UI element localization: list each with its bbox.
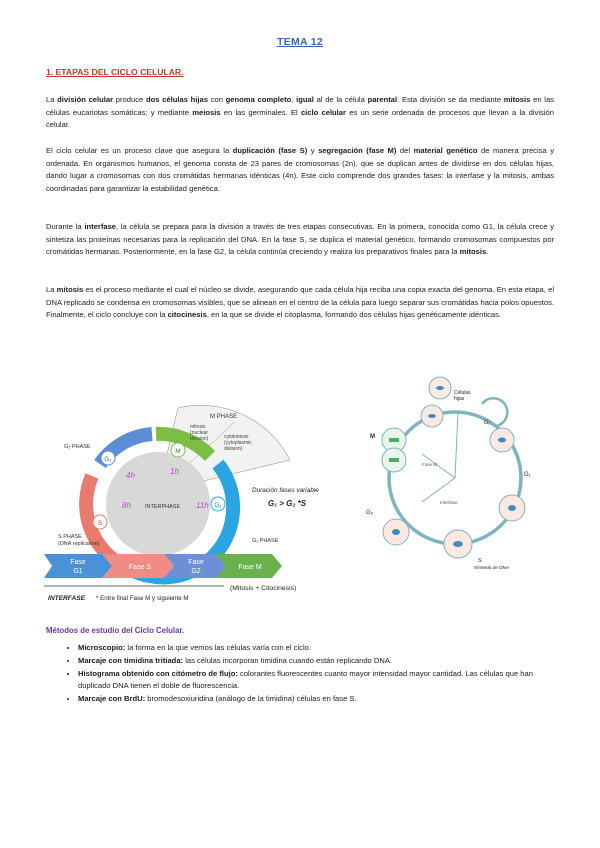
variable-formula: G₁ > G₂ *S: [268, 499, 307, 508]
celulas-hijas-line1: Células: [454, 390, 471, 396]
methods-list: [58, 642, 558, 706]
s-label-right: S: [478, 558, 482, 564]
cell-daughter-top: [429, 377, 451, 399]
s-phase-label-1: S PHASE: [58, 534, 82, 540]
mitosis-label-1: mitosis: [190, 424, 206, 430]
cell-s: [499, 495, 525, 521]
g1-label-right: G₁: [524, 472, 531, 478]
cell-g1: [490, 428, 514, 452]
list-item: • Histograma obtenido con citómetro de flujo: colorantes fluorescentes cuanto mayor intensidad mayor cantidad. Las células que han duplicado DNA tienen el doble de fluorescencia.: [78, 668, 558, 694]
celulas-hijas-line2: hijas: [454, 396, 465, 402]
g2-badge: G₂: [104, 456, 112, 463]
banner-fase-m-label: Fase M: [238, 564, 262, 571]
cell-bottom: [444, 530, 472, 558]
banner-fase-g1-line1: Fase: [70, 559, 86, 566]
banner-fase-g2-line1: Fase: [188, 559, 204, 566]
s-badge: S: [97, 520, 103, 527]
m-badge: M: [175, 448, 181, 455]
duration-g2: 4h: [126, 471, 135, 480]
list-item: • Marcaje con BrdU: bromodesoxiuridina (análogo de la timidina) células en fase S.: [78, 693, 558, 706]
section-heading-metodos: Métodos de estudio del Ciclo Celular.: [46, 626, 185, 635]
duration-m: 1h: [170, 467, 179, 476]
variable-duration-note: Duración fases variable: [252, 487, 319, 494]
interfase-label-right: Interfase: [440, 500, 458, 505]
duration-g1: 11h: [196, 501, 209, 510]
cell-cycle-diagram: [40, 404, 370, 610]
cytokinesis-label-2: (cytoplasmic: [224, 440, 252, 446]
m-label-right: M: [370, 434, 375, 440]
banner-fase-s-label: Fase S: [128, 564, 152, 571]
sintesis-dna-label: Síntesis de DNA: [474, 566, 510, 571]
g1-phase-label: G₁ PHASE: [252, 538, 279, 544]
g0-label: G₀: [366, 510, 374, 516]
fase-m-label-right: Fase M: [422, 462, 438, 467]
page-title: TEMA 12: [276, 36, 324, 48]
paragraph-mitosis: La mitosis es el proceso mediante el cual el núcleo se divide, asegurando que cada célula hija reciba una copia exacta del genoma. En esta etapa, el DNA replicado se condensa en cromosomas visibles, que se alinean en el centro de la célula para luego separar sus cromátidas hacia polos opuestos. Finalmente, el ciclo concluye con la citocinesis, en la que se divide el citoplasma, formando dos células hijas genéticamente idénticas.: [46, 285, 555, 320]
paragraph-ciclo: El ciclo celular es un proceso clave que asegura la duplicación (fase S) y segregación (fase M) del material genético de manera precisa y ordenada. En organismos humanos, el genoma consta de 23 pares de cromosomas (2n), que se duplican antes de dividirse en dos células hijas, dando lugar a cromosomas con dos cromátidas hermanas idénticas (4n). Este ciclo comprende dos grandes fases: la interfase y la mitosis, ambas coordinadas para garantizar la estabilidad genética.: [46, 146, 554, 193]
m-phase-label: M PHASE: [210, 414, 238, 420]
list-item: • Marcaje con timidina tritiada: las células incorporan timidina cuando están replicando DNA.: [78, 655, 558, 668]
duration-s: 8h: [122, 501, 131, 510]
paragraph-intro: La división celular produce dos células hijas con genoma completo, igual al de la célula parental. Esta división se da mediante mitosis en las células eucariotas somáticas; y mediante meiosis en las germinales. El ciclo celular es un serie ordenada de procesos que llevan a la división celular.: [46, 95, 554, 130]
section-heading-etapas: 1. ETAPAS DEL CICLO CELULAR.: [46, 67, 184, 77]
paragraph-interfase: Durante la interfase, la célula se prepara para la división a través de tres etapas consecutivas. En la primera, conocida como G1, la célula crece y sintetiza las proteínas necesarias para la replicación del DNA. En la fase S, se duplica el material genético, formando cromosomas compuestos por cromátidas hermanas. Posteriormente, en la fase G2, la célula continúa creciendo y realiza los preparativos finales para la mitosis.: [46, 222, 555, 257]
mitosis-label-2: (nuclear: [190, 430, 209, 436]
s-phase-label-2: (DNA replication): [58, 541, 100, 547]
cell-cycle-cells-diagram: [360, 368, 560, 578]
cytokinesis-label-3: division): [224, 446, 243, 452]
mitosis-citocinesis-note: (Mitosis + Citocinesis): [230, 585, 297, 592]
banner-fase-g2-line2: G2: [191, 568, 201, 575]
cell-daughter-bottom: [421, 405, 443, 427]
g2-label-right: G₂: [484, 420, 491, 426]
cell-g0: [383, 519, 409, 545]
banner-fase-g1-line2: G1: [73, 568, 83, 575]
g1-badge: G₁: [214, 502, 222, 509]
interfase-label: INTERFASE: [48, 595, 86, 602]
cell-mitosis-bottom: [382, 448, 406, 472]
cytokinesis-label-1: cytokinesis: [224, 434, 249, 440]
list-item: • Microscopio: la forma en la que vemos las células varía con el ciclo.: [78, 642, 558, 655]
mitosis-label-3: division): [190, 436, 209, 442]
interfase-note: * Entre final Fase M y siguiente M: [96, 595, 189, 602]
g2-phase-label: G₂ PHASE: [64, 444, 91, 450]
interphase-label: INTERPHASE: [145, 504, 181, 510]
